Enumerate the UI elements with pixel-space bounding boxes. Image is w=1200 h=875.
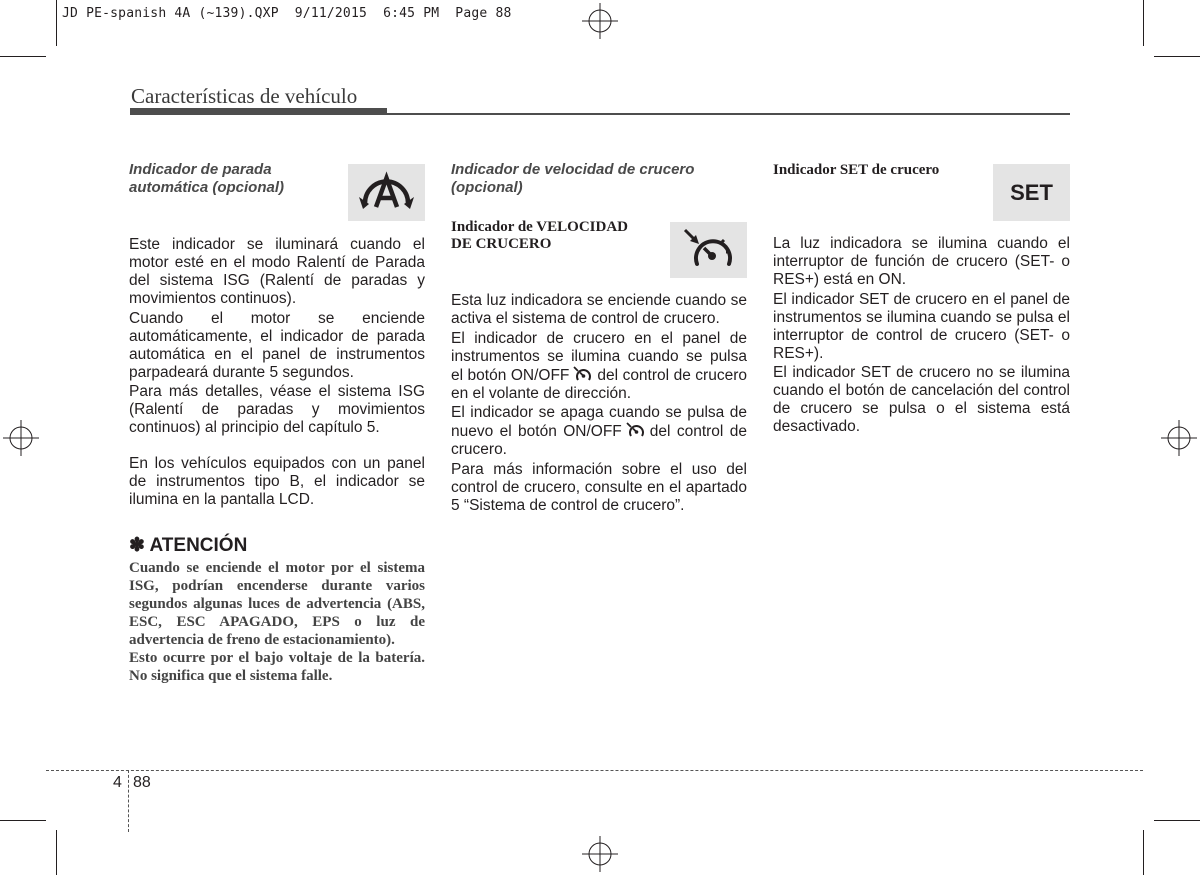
auto-stop-a-icon xyxy=(348,164,425,221)
chapter-number: 4 xyxy=(113,774,122,791)
warning-paragraph: Cuando se enciende el motor por el sistema ISG, podrían encenderse durante varios segundos algunas luces de advertencia (ABS, ESC, ESC APAGADO, EPS o luz de advertencia de freno de estacionamiento). xyxy=(129,560,425,648)
cruise-subheading xyxy=(451,219,661,253)
set-heading: Indicador SET de crucero xyxy=(773,162,940,178)
footer-rule xyxy=(46,770,1143,771)
print-slug: JD PE-spanish 4A (~139).QXP 9/11/2015 6:45 PM Page 88 xyxy=(62,6,512,21)
cruise-heading xyxy=(451,161,751,197)
paragraph: Para más información sobre el uso del control de crucero, consulte en el apartado 5 “Sistema de control de crucero”. xyxy=(451,460,747,514)
cruise-subheading-line1: Indicador de VELOCIDAD xyxy=(451,219,628,235)
paragraph: Esta luz indicadora se enciende cuando se activa el sistema de control de crucero. xyxy=(451,292,747,327)
set-body xyxy=(773,235,1070,438)
page-number: 88 xyxy=(133,774,151,791)
cruise-icon-box xyxy=(670,222,747,278)
paragraph: El indicador SET de crucero no se ilumina cuando el botón de cancelación del control de crucero se pulsa o el sistema está desactivado. xyxy=(773,364,1070,435)
set-icon-box xyxy=(993,164,1070,221)
registration-mark-icon xyxy=(582,3,618,39)
paragraph xyxy=(451,330,747,403)
warning-paragraph: Esto ocurre por el bajo voltaje de la batería. No significa que el sistema falle. xyxy=(129,650,425,684)
auto-stop-icon-box xyxy=(348,164,425,221)
auto-stop-heading-line2: automática (opcional) xyxy=(129,179,285,196)
cruise-body xyxy=(451,292,747,516)
crop-mark xyxy=(0,56,46,57)
cruise-subheading-line2: DE CRUCERO xyxy=(451,236,552,252)
paragraph: En los vehículos equipados con un panel de instrumentos tipo B, el indicador se ilumina en la pantalla LCD. xyxy=(129,454,425,508)
text-run: del control de crucero. xyxy=(451,423,747,458)
paragraph: El indicador SET de crucero en el panel de instrumentos se ilumina cuando se pulsa el interruptor de control de crucero (SET- o RES+). xyxy=(773,290,1070,362)
paragraph xyxy=(451,404,747,459)
auto-stop-heading-line1: Indicador de parada xyxy=(129,161,272,178)
cruise-on-off-icon xyxy=(573,366,593,383)
auto-stop-heading xyxy=(129,161,339,197)
set-indicator-icon: SET xyxy=(1010,179,1053,205)
registration-mark-icon xyxy=(1161,420,1197,456)
registration-mark-icon xyxy=(3,420,39,456)
paragraph: Cuando el motor se enciende automáticamente, el indicador de parada automática en el panel de instrumentos parpadeará durante 5 segundos. xyxy=(129,309,425,381)
warning-body xyxy=(129,559,425,685)
cruise-on-off-icon xyxy=(626,422,646,439)
crop-mark xyxy=(1154,820,1200,821)
header-rule-thin xyxy=(387,113,1070,115)
paragraph: La luz indicadora se ilumina cuando el interruptor de función de crucero (SET- o RES+) está en ON. xyxy=(773,235,1070,288)
crop-mark xyxy=(1143,0,1144,46)
cruise-heading-line1: Indicador de velocidad de crucero xyxy=(451,161,695,178)
cruise-speedometer-icon xyxy=(670,222,747,278)
auto-stop-body xyxy=(129,236,425,510)
warning-title: ✽ ATENCIÓN xyxy=(129,535,248,556)
paragraph: Para más detalles, véase el sistema ISG (Ralentí de paradas y movimientos continuos) al principio del capítulo 5. xyxy=(129,383,425,436)
crop-mark xyxy=(1154,56,1200,57)
cruise-heading-line2: (opcional) xyxy=(451,179,523,196)
chapter-title: Características de vehículo xyxy=(131,84,358,108)
crop-mark xyxy=(0,820,46,821)
text-run: del control de crucero en el volante de dirección. xyxy=(451,366,747,402)
registration-mark-icon xyxy=(582,836,618,872)
text-run: El indicador se apaga cuando se pulsa de nuevo el botón ON/OFF xyxy=(451,404,747,440)
header-rule xyxy=(130,108,387,115)
footer-divider xyxy=(128,770,129,832)
crop-mark xyxy=(56,830,57,875)
crop-mark xyxy=(56,0,57,46)
text-run: El indicador de crucero en el panel de instrumentos se ilumina cuando se pulsa el botón ON/OFF xyxy=(451,329,747,384)
paragraph: Este indicador se iluminará cuando el motor esté en el modo Ralentí de Parada del sistema ISG (Ralentí de paradas y movimientos continuos). xyxy=(129,236,425,307)
crop-mark xyxy=(1143,830,1144,875)
